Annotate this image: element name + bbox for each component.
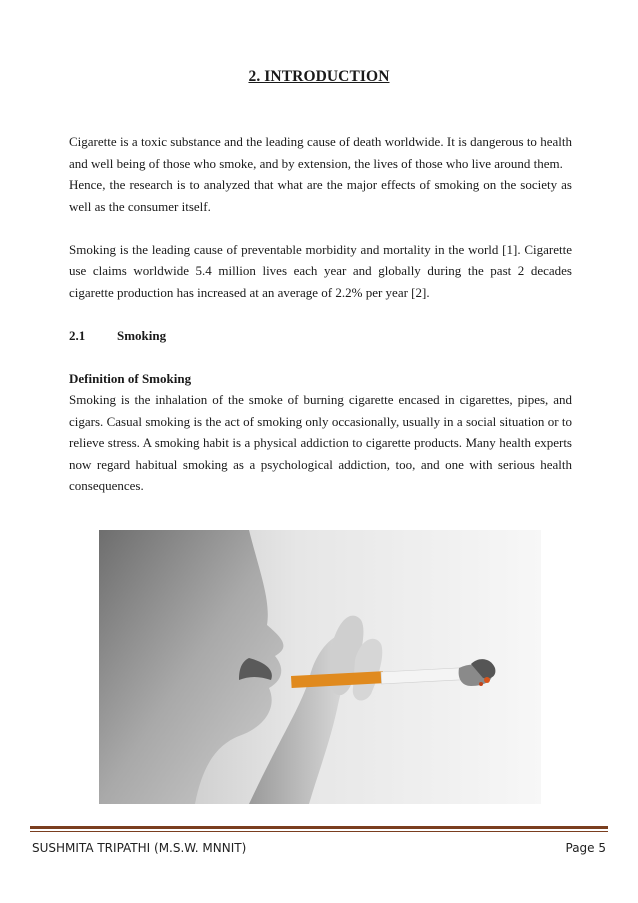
paragraph-4: Smoking is the inhalation of the smoke of burning cigarette encased in cigarettes, pipes, and cigars. Casual smoking is the act of smoking only occasionally, usually in a social situation or to relieve stress. A smoking habit is a physical addiction to cigarette products. Many health experts now regard habitual smoking as a psychological addiction, too, and one with serious health consequences.: [69, 392, 572, 493]
footer-rule-thin: [30, 831, 608, 832]
footer-rule: [30, 826, 608, 829]
smoking-photo: [99, 530, 541, 804]
page-title: 2. INTRODUCTION: [248, 68, 390, 85]
smoking-illustration: [99, 530, 541, 804]
footer-page-number: Page 5: [565, 841, 606, 855]
paragraph-3: Smoking is the leading cause of preventable morbidity and mortality in the world [1]. Cigarette use claims worldwide 5.4 million lives each year and globally during the past 2 decades cigarette production has increased at an average of 2.2% per year [2].: [69, 241, 572, 300]
section-heading: [69, 325, 572, 347]
subheading: Definition of Smoking: [69, 370, 192, 386]
paragraph-1: Cigarette is a toxic substance and the leading cause of death worldwide. It is dangerous to health and well being of those who smoke, and by extension, the lives of those who live around them.: [69, 134, 572, 171]
body-text: [69, 131, 572, 497]
paragraph-2: Hence, the research is to analyzed that what are the major effects of smoking on the society as well as the consumer itself.: [69, 177, 572, 214]
footer-author: SUSHMITA TRIPATHI (M.S.W. MNNIT): [32, 841, 247, 855]
section-title: Smoking: [117, 327, 167, 343]
section-number: 2.1: [69, 327, 86, 343]
